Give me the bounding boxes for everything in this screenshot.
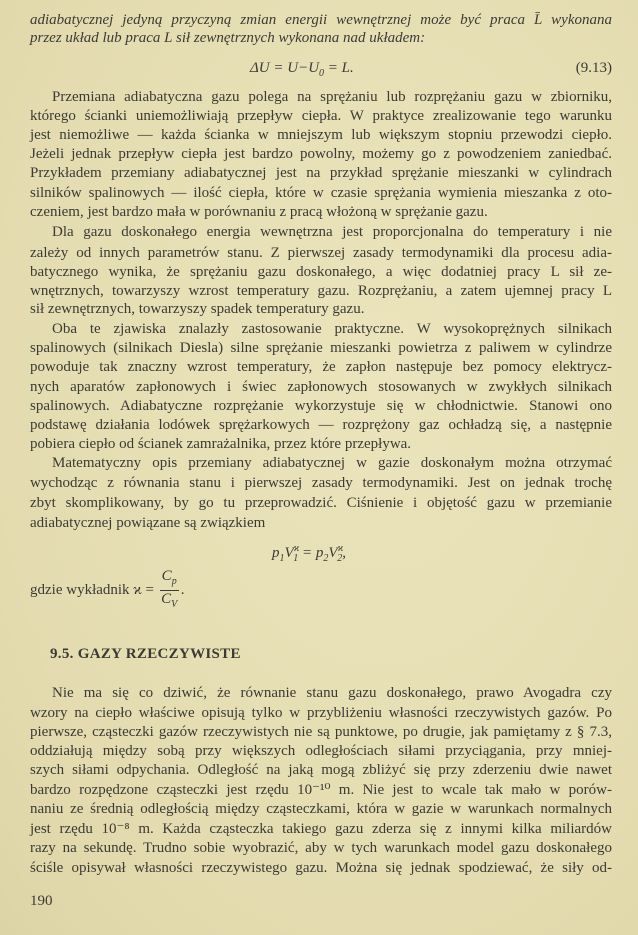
- text-line: sił zewnętrznych, towarzyszy spadek temperatury gazu.: [30, 301, 365, 317]
- page-number: 190: [30, 893, 53, 909]
- cp-over-cv-fraction: [160, 568, 179, 613]
- text-line: szych siłami odpychania. Odległość na jaką mogą zbliżyć się przy zderzeniu dwie nawet: [30, 762, 612, 778]
- V1: V: [284, 545, 294, 561]
- comma: ,: [342, 545, 346, 561]
- text-line: pobiera ciepło od ścianek zamrażalnika, przez które przepływa.: [30, 436, 412, 452]
- equation-number: (9.13): [575, 60, 612, 76]
- text-line: adiabatycznej powiązane są związkiem: [30, 515, 266, 531]
- text-line: wnętrznych, towarzyszy wzrost temperatury gazu. Rozprężaniu, a zatem ujemnej pracy L: [30, 283, 612, 299]
- exponent: ϰ: [293, 543, 300, 554]
- text-line: zbyt skomplikowany, by go tu przeprowadzić. Ciśnienie i objętość gazu w przemianie: [30, 495, 612, 511]
- text-line: Dla gazu doskonałego energia wewnętrzna jest proporcjonalna do temperatury i nie: [52, 224, 612, 240]
- text-line: Przykładem przemiany adiabatycznej jest na przykład sprężanie mieszanki w cylindrach: [30, 165, 612, 181]
- subscript: 2: [323, 553, 329, 564]
- text-line: bardzo rozpędzone cząsteczki jest rzędu 10⁻¹⁰ m. Nie jest to wcale tak mało w porów-: [30, 782, 612, 798]
- text-line: którego ścianki uniemożliwiają przepływ ciepła. W praktyce zrealizowanie tego warunku: [30, 108, 612, 124]
- p1: p: [272, 545, 280, 561]
- subscript: 0: [319, 68, 325, 79]
- text-line: spalinowych (silnikach Diesla) silne sprężanie mieszanki powietrza z paliwem w cylindrze: [30, 340, 612, 356]
- denominator: C: [161, 591, 172, 607]
- text-line: przez układ lub praca L sił zewnętrznych wykonana nad układem:: [30, 30, 426, 46]
- text-line: Matematyczny opis przemiany adiabatycznej w gazie doskonałym można otrzymać: [52, 455, 612, 471]
- exponent-definition: [30, 568, 184, 613]
- section-heading: 9.5. GAZY RZECZYWISTE: [50, 646, 241, 662]
- text-line: jest rzędu 10⁻⁸ m. Każda cząsteczka takiego gazu zderza się z innymi kilka miliardów: [30, 821, 612, 837]
- equation-lhs: ΔU = U−U: [250, 60, 320, 76]
- text-line: pierwsze, cząsteczki gazów rzeczywistych nie są punktowe, po drugie, jak pamiętamy z § 7.3,: [30, 724, 612, 740]
- subscript: 1: [279, 553, 285, 564]
- text-line: czeniem, jest bardzo mała w porównaniu z pracą włożoną w sprężanie gazu.: [30, 204, 488, 220]
- text-line: Nie ma się co dziwić, że równanie stanu gazu doskonałego, prawo Avogadra czy: [52, 685, 612, 701]
- exponent: ϰ: [337, 543, 344, 554]
- text-line: adiabatycznej jedyną przyczyną zmian energii wewnętrznej może być praca L̄ wykonana: [30, 12, 612, 28]
- text-line: oddziałują między sobą przy większych odległościach siłami przyciągania, przy mniej-: [30, 743, 612, 759]
- subscript: 1: [293, 553, 299, 564]
- text-line: razy na sekundę. Trudno sobie wyobrazić, aby w tych warunkach model gazu doskonałego: [30, 840, 612, 856]
- text-line: wzory na ciepło właściwe opisują tylko w przybliżeniu własności rzeczywistych gazów. Po: [30, 705, 612, 721]
- text-line: Jeżeli jednak przepływ ciepła jest bardzo powolny, możemy go z powodzeniem zaniedbać.: [30, 146, 612, 162]
- V2: V: [328, 545, 338, 561]
- text-line: zależy od innych parametrów stanu. Z pierwszej zasady termodynamiki dla procesu adia-: [30, 245, 612, 261]
- text-line: silników spalinowych — ilość ciepła, które w czasie sprężania wymienia mieszanka z oto-: [30, 185, 612, 201]
- text-line: powoduje tak znaczny wzrost temperatury, że zapłon następuje bez pomocy elektrycz-: [30, 359, 612, 375]
- text-line: ściśle opisywał własności rzeczywistego gazu. Można się jednak spodziewać, że siły od-: [30, 860, 612, 876]
- numerator: C: [161, 568, 172, 584]
- text-line: spalinowych. Adiabatyczne rozprężanie wykorzystuje się w chłodnictwie. Stanowi ono: [30, 398, 612, 414]
- definition-text: gdzie wykładnik ϰ =: [30, 582, 158, 598]
- subscript: p: [171, 576, 177, 587]
- text-line: batycznego wynika, że sprężaniu gazu doskonałego, a więc dodatniej pracy L sił ze-: [30, 264, 612, 280]
- text-line: Oba te zjawiska znalazły zastosowanie praktyczne. W wysokoprężnych silnikach: [52, 321, 612, 337]
- text-line: jest niemożliwe — każda ścianka w mniejszym lub większym stopniu przewodzi ciepło.: [30, 127, 612, 143]
- text-line: naniu ze średnią odległością między cząsteczkami, która w gazie w warunkach normalnych: [30, 801, 612, 817]
- period: .: [180, 582, 185, 598]
- text-line: nych aparatów zapłonowych i świec zapłonowych stosowanych w zwykłych silnikach: [30, 379, 612, 395]
- text-line: wychodząc z równania stanu i pierwszej zasady termodynamiki. Jest on jednak trochę: [30, 475, 612, 491]
- adiabat-equation: [272, 540, 346, 568]
- equals-p2: = p: [298, 545, 324, 561]
- equation-rhs: = L.: [324, 60, 354, 76]
- subscript: 2: [337, 553, 343, 564]
- subscript: V: [171, 599, 178, 610]
- text-line: Przemiana adiabatyczna gazu polega na sprężaniu lub rozprężaniu gazu w zbiorniku,: [52, 89, 612, 105]
- text-line: podstawę działania lodówek sprężarkowych — rozprężony gaz ochładzą się, a następnie: [30, 417, 612, 433]
- equation-9-13: [250, 59, 354, 83]
